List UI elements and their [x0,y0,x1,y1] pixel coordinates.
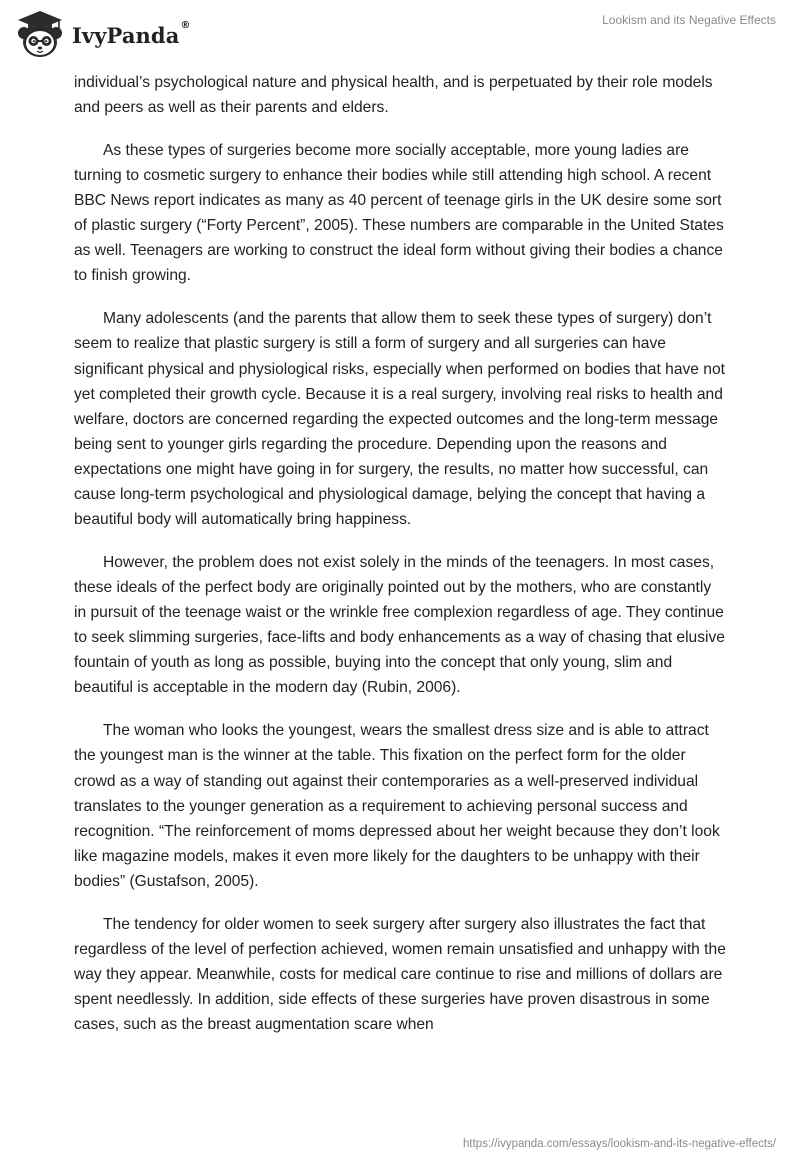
document-title: Lookism and its Negative Effects [602,13,776,27]
essay-body [74,70,726,1055]
paragraph: individual’s psychological nature and physical health, and is perpetuated by their role models and peers as well as their parents and elders. [74,74,713,117]
brand-name: IvyPanda® [72,19,191,48]
paragraph: However, the problem does not exist solely in the minds of the teenagers. In most cases, these ideals of the perfect body are originally pointed out by the mothers, who are constantly in pursuit of the teenage waist or the wrinkle free complexion regardless of age. They continue to seek slimming surgeries, face-lifts and body enhancements as a way of chasing that elusive fountain of youth as long as possible, buying into the concept that only young, slim and beautiful is acceptable in the modern day (Rubin, 2006). [74,553,725,697]
panda-graduation-cap-icon [14,8,66,60]
ivypanda-logo[interactable] [14,8,191,60]
paragraph: Many adolescents (and the parents that allow them to seek these types of surgery) don’t seem to realize that plastic surgery is still a form of surgery and all surgeries can have significant physical and physiological risks, especially when performed on bodies that have not yet completed their growth cycle. Because it is a real surgery, involving real risks to health and welfare, doctors are concerned regarding the expected outcomes and the long-term message being sent to younger girls regarding the procedure. Depending upon the reasons and expectations one might have going in for surgery, the results, no matter how successful, can cause long-term psychological and physiological damage, belying the concept that having a beautiful body will automatically bring happiness. [74,310,725,529]
paragraph: As these types of surgeries become more socially acceptable, more young ladies are turning to cosmetic surgery to enhance their bodies while still attending high school. A recent BBC News report indicates as many as 40 percent of teenage girls in the UK desire some sort of plastic surgery (“Forty Percent”, 2005). These numbers are comparable in the United States as well. Teenagers are working to construct the ideal form without giving their bodies a chance to finish growing. [74,141,724,285]
paragraph: The woman who looks the youngest, wears the smallest dress size and is able to attract the youngest man is the winner at the table. This fixation on the perfect form for the older crowd as a way of standing out against their contemporaries as a well-preserved individual translates to the younger generation as a requirement to achieving personal success and recognition. “The reinforcement of moms depressed about her weight because they don’t look like magazine models, makes it even more likely for the daughters to be unhappy with their bodies” (Gustafson, 2005). [74,722,720,890]
paragraph: The tendency for older women to seek surgery after surgery also illustrates the fact that regardless of the level of perfection achieved, women remain unsatisfied and unhappy with the way they appear. Meanwhile, costs for medical care continue to rise and millions of dollars are spent needlessly. In addition, side effects of these surgeries have proven disastrous in some cases, such as the breast augmentation scare when [74,915,726,1034]
registered-mark: ® [180,19,191,31]
source-url[interactable]: https://ivypanda.com/essays/lookism-and-its-negative-effects/ [463,1138,776,1150]
page-header [0,0,800,70]
